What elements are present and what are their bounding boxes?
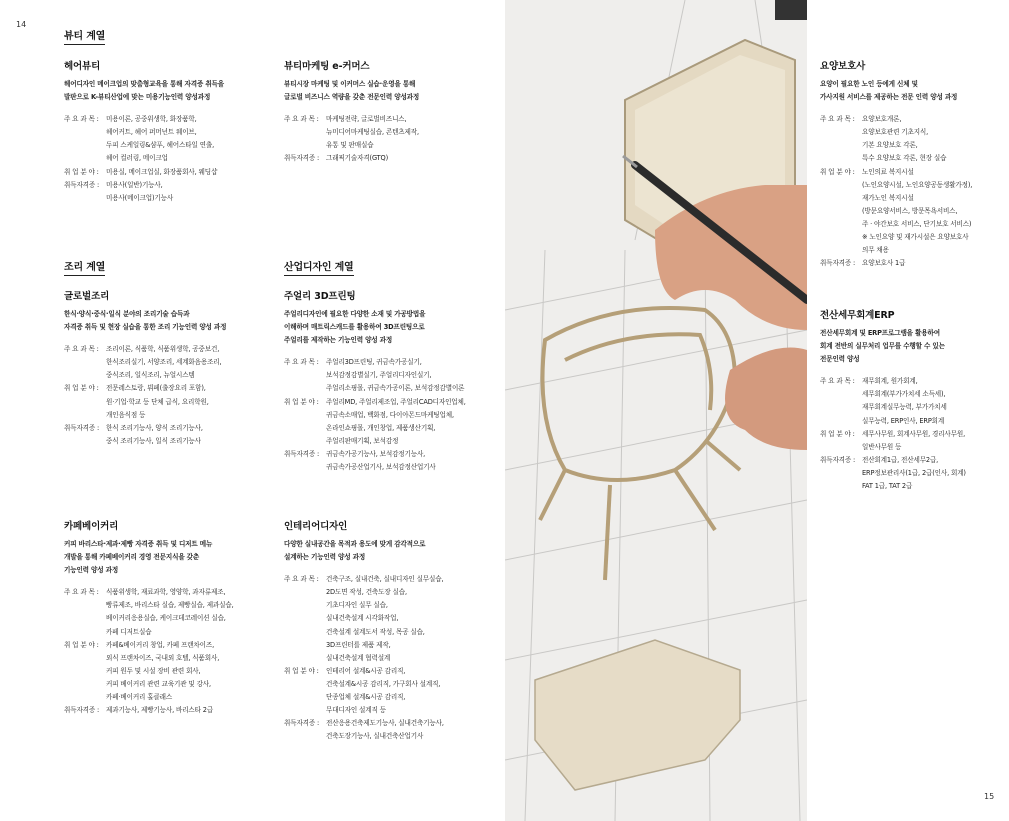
program-info-line: 재무회계, 원가회계, [862, 377, 918, 386]
program-info-line: 중식조리, 일식조리, 뉴얼시스템 [106, 371, 195, 380]
program-title: 전산세무회계ERP [820, 310, 895, 321]
program-description [284, 78, 499, 104]
program-description-line: 발판으로 K-뷰티산업에 맞는 미용기능인력 양성과정 [64, 93, 211, 102]
program-info-line: 카페&베이커리 창업, 카페 프랜차이즈, [106, 640, 215, 649]
program-info-row [64, 704, 279, 717]
program-info-row [284, 665, 499, 717]
program-care-worker [820, 60, 1005, 270]
program-info-row [820, 166, 1005, 258]
program-description-line: 주얼리디자인에 필요한 다양한 소재 및 가공방법을 [284, 310, 426, 318]
program-info-row [64, 586, 279, 638]
program-info-row [284, 356, 499, 395]
program-info-line: 실내건축설계 협력설계 [326, 653, 391, 662]
section-heading-beauty: 뷰티 계열 [64, 27, 105, 45]
program-info-values [326, 717, 499, 743]
program-info-line: 그래픽기술자격(GTQ) [326, 154, 389, 163]
program-info-label: 취 업 분 야 : [820, 429, 855, 438]
program-info-row [820, 454, 1005, 493]
program-info-values [326, 665, 499, 717]
program-interior-design [284, 520, 499, 743]
program-info-values [106, 704, 279, 717]
program-info-line: 재무회계실무능력, 부가가치세 [862, 403, 947, 412]
program-info-line: 기초디자인 실무 실습, [326, 601, 388, 610]
program-description-line: 설계하는 기능인력 양성 과정 [284, 553, 366, 562]
program-info-line: 귀금속가공기능사, 보석감정기능사, [326, 449, 426, 458]
program-info-values [862, 166, 1005, 258]
program-info-line: 건축구조, 실내건축, 실내디자인 실무실습, [326, 575, 444, 584]
program-info-line: 단종업체 설계&시공 감리직, [326, 693, 406, 702]
program-info-values [326, 113, 499, 152]
program-info-line: 세무사무원, 회계사무원, 경리사무원, [862, 429, 966, 438]
program-info-values [862, 454, 1005, 493]
program-info-label: 주 요 과 목 : [64, 115, 99, 124]
program-description-line: 기능인력 양성 과정 [64, 566, 119, 575]
program-description [820, 78, 1005, 104]
program-info-line: 주얼리3D프린팅, 귀금속가공실기, [326, 358, 422, 367]
program-title: 인테리어디자인 [284, 521, 348, 532]
program-info-values [862, 428, 1005, 454]
program-info-line: ※ 노인요양 및 재가시설은 요양보호사 [862, 233, 969, 242]
program-description [820, 327, 1005, 366]
program-info-line: ERP정보관리사(1급, 2급(인사, 회계) [862, 468, 966, 477]
program-info-values [106, 343, 279, 382]
program-info-row [64, 382, 279, 421]
program-info-line: 헤어 컬러링, 메이크업 [106, 154, 168, 163]
program-info-values [326, 448, 499, 474]
program-info-line: 건축설계 설계도서 작성, 목공 실습, [326, 627, 425, 636]
program-title: 글로벌조리 [64, 291, 110, 302]
program-info-values [106, 422, 279, 448]
program-info-line: 요양보호관련 기초지식, [862, 128, 929, 137]
program-info-line: 건축설계&시공 감리직, 가구회사 설계직, [326, 679, 441, 688]
program-info-label: 주 요 과 목 : [820, 377, 855, 386]
program-info-line: 전산회계1급, 전산세무2급, [862, 455, 939, 464]
program-info-line: 두피 스케일링&샴푸, 헤어스타일 연출, [106, 141, 215, 150]
program-info-values [326, 396, 499, 448]
program-info-line: 미용사(메이크업)기능사 [106, 193, 174, 202]
program-info-label: 주 요 과 목 : [820, 115, 855, 124]
program-info-label: 취득자격증 : [64, 180, 100, 189]
program-info-values [106, 166, 279, 179]
program-description [284, 308, 499, 347]
program-info-line: 세무회계(부가가치세 소득세), [862, 390, 946, 399]
program-info-values [106, 639, 279, 704]
program-info-line: 개인음식점 등 [106, 410, 146, 419]
program-info-row [820, 257, 1005, 270]
program-description [284, 538, 499, 564]
program-info-values [326, 573, 499, 665]
program-info-values [106, 113, 279, 165]
program-info-line: 베이커리응용실습, 케이크데코레이션 실습, [106, 614, 226, 623]
program-info-line: 미용실, 메이크업실, 화장품회사, 웨딩샵 [106, 167, 218, 176]
program-info-line: 조리이론, 식품학, 식품위생학, 공중보건, [106, 345, 220, 354]
program-info-row [284, 448, 499, 474]
program-info-label: 취득자격증 : [820, 259, 856, 268]
page-number-right: 15 [984, 792, 995, 801]
program-title: 뷰티마케팅 e-커머스 [284, 61, 370, 72]
program-title: 헤어뷰티 [64, 61, 101, 72]
program-info-label: 주 요 과 목 : [64, 588, 99, 597]
program-info-label: 취득자격증 : [64, 706, 100, 715]
program-info-label: 취 업 분 야 : [64, 640, 99, 649]
program-info-line: FAT 1급, TAT 2급 [862, 482, 913, 491]
program-info-row [284, 396, 499, 448]
program-info-line: 전문레스토랑, 뷔페(출장요리 포함), [106, 384, 206, 393]
program-info-line: 특수 요양보호 각론, 현장 실습 [862, 154, 947, 163]
program-info-line: 주얼리MD, 주얼리제조업, 주얼리CAD디자인업체, [326, 397, 466, 406]
program-info-values [326, 356, 499, 395]
program-info-line: 외식 프랜차이즈, 국내외 호텔, 식품회사, [106, 653, 220, 662]
program-info-line: 2D도면 작성, 건축도장 실습, [326, 588, 407, 597]
program-info-label: 주 요 과 목 : [284, 358, 319, 367]
program-description-line: 전문인력 양성 [820, 355, 860, 364]
program-title: 요양보호사 [820, 61, 866, 72]
program-info-line: 빵류제조, 바리스타 실습, 제빵실습, 제과실습, [106, 601, 234, 610]
program-jewelry-3d-printing [284, 290, 499, 474]
program-info-row [820, 375, 1005, 427]
program-info-line: 노인의료 복지시설 [862, 167, 914, 176]
program-info-row [64, 422, 279, 448]
program-info-row [64, 166, 279, 179]
program-description-line: 이해하며 매트릭스캐드를 활용하여 3D프린팅으로 [284, 323, 425, 332]
program-description-line: 다양한 실내공간을 목적과 용도에 맞게 감각적으로 [284, 540, 426, 548]
program-info-values [106, 586, 279, 638]
program-info-values [106, 179, 279, 205]
program-info-line: 재가노인 복지시설 [862, 193, 914, 202]
program-info-values [106, 382, 279, 421]
program-info-line: 귀금속가공산업기사, 보석감정산업기사 [326, 463, 436, 472]
program-info-line: 한식 조리기능사, 양식 조리기능사, [106, 423, 203, 432]
program-global-cooking [64, 290, 279, 448]
program-info-label: 취득자격증 : [64, 423, 100, 432]
program-info-label: 취 업 분 야 : [284, 666, 319, 675]
section-heading-industrial-design: 산업디자인 계열 [284, 258, 354, 276]
program-description-line: 가사지원 서비스를 제공하는 전문 인력 양성 과정 [820, 93, 958, 102]
program-description-line: 뷰티시장 마케팅 및 이커머스 실습·운영을 통해 [284, 80, 416, 88]
program-info-line: (방문요양서비스, 방문목욕서비스, [862, 206, 958, 215]
program-info-line: 식품위생학, 재료과학, 영양학, 과자류제조, [106, 588, 226, 597]
program-info-label: 취 업 분 야 : [820, 167, 855, 176]
program-info-line: 뉴미디어마케팅실습, 콘텐츠제작, [326, 128, 419, 137]
program-info-values [862, 257, 1005, 270]
program-info-line: 중식 조리기능사, 일식 조리기능사 [106, 436, 201, 445]
program-description-line: 전산세무회계 및 ERP프로그램을 활용하여 [820, 329, 940, 337]
program-title: 카페베이커리 [64, 521, 119, 532]
program-info-row [64, 639, 279, 704]
program-info-label: 취득자격증 : [284, 154, 320, 163]
program-description-line: 글로벌 비즈니스 역량을 갖춘 전문인력 양성과정 [284, 93, 420, 102]
program-description-line: 커피 바리스타·제과·제빵 자격증 취득 및 디저트 메뉴 [64, 540, 213, 548]
program-info-line: 기본 요양보호 각론, [862, 141, 918, 150]
program-description-line: 주얼리를 제작하는 기능인력 양성 과정 [284, 336, 393, 345]
program-info-line: 온라인쇼핑몰, 개인창업, 제품생산기획, [326, 423, 436, 432]
program-info-line: 커피 원두 및 시설 장비 관련 회사, [106, 666, 201, 675]
program-info-values [326, 152, 499, 165]
program-info-line: 주얼리판매기획, 보석감정 [326, 436, 399, 445]
program-info-line: 주 · 야간보호 서비스, 단기보호 서비스) [862, 219, 972, 228]
program-info-line: (노인요양시설, 노인요양공동생활가정), [862, 180, 973, 189]
program-info-label: 취 업 분 야 : [64, 167, 99, 176]
program-info-label: 주 요 과 목 : [284, 575, 319, 584]
program-title: 주얼리 3D프린팅 [284, 291, 356, 302]
program-info-line: 마케팅전략, 글로벌비즈니스, [326, 115, 407, 124]
program-info-line: 유통 및 판매실습 [326, 141, 374, 150]
program-info-line: 의무 채용 [862, 246, 889, 255]
program-info-line: 요양보호사 1급 [862, 259, 906, 268]
program-info-row [284, 717, 499, 743]
program-info-line: 인테리어 설계&시공 감리직, [326, 666, 406, 675]
program-info-line: 일반사무원 등 [862, 442, 902, 451]
program-info-line: 주얼리소핑몰, 귀금속가공이론, 보석감정감별이론 [326, 384, 465, 393]
program-info-row [284, 573, 499, 665]
program-description-line: 회계 전반의 실무처리 업무를 수행할 수 있는 [820, 342, 945, 351]
program-cafe-bakery [64, 520, 279, 717]
program-info-line: 카페 디저트실습 [106, 627, 152, 636]
program-info-line: 원·기업·학교 등 단체 급식, 요리학원, [106, 397, 209, 406]
program-info-label: 취 업 분 야 : [64, 384, 99, 393]
section-heading-cooking: 조리 계열 [64, 258, 105, 276]
program-info-line: 헤어커트, 헤어 퍼머넌트 웨이브, [106, 128, 197, 137]
program-info-row [64, 343, 279, 382]
program-info-line: 커피 베이커리 관련 교육기관 및 강사, [106, 679, 211, 688]
program-description-line: 개발을 통해 카페베이커리 경영 전문지식을 갖춘 [64, 553, 200, 562]
page-number-left: 14 [16, 20, 27, 29]
program-info-line: 제과기능사, 제빵기능사, 바리스타 2급 [106, 706, 214, 715]
program-info-label: 취득자격증 : [284, 449, 320, 458]
program-info-values [862, 375, 1005, 427]
program-info-row [64, 179, 279, 205]
program-info-line: 한식조리실기, 서양조리, 세계화음용조리, [106, 358, 222, 367]
program-info-line: 카페·베이커리 홀클래스 [106, 693, 173, 702]
program-description-line: 헤어디자인 메이크업의 맞춤형교육을 통해 자격증 취득을 [64, 80, 224, 88]
program-description-line: 자격증 취득 및 현장 실습을 통한 조리 기능인력 양성 과정 [64, 323, 227, 332]
program-info-line: 건축도장기능사, 실내건축산업기사 [326, 732, 424, 741]
program-info-line: 요양보호개론, [862, 115, 902, 124]
program-info-label: 취득자격증 : [820, 455, 856, 464]
program-info-label: 취득자격증 : [284, 719, 320, 728]
program-info-row [284, 113, 499, 152]
program-info-line: 미용사(일반)기능사, [106, 180, 163, 189]
program-info-line: 보석감정감별실기, 주얼리디자인실기, [326, 371, 432, 380]
program-info-line: 귀금속소매업, 백화점, 다이아몬드마케팅업체, [326, 410, 454, 419]
program-info-row [284, 152, 499, 165]
program-description-line: 한식·양식·중식·일식 분야의 조리기술 습득과 [64, 310, 190, 318]
program-info-line: 무대디자인 설계직 등 [326, 706, 386, 715]
program-hair-beauty [64, 60, 279, 205]
program-description [64, 538, 279, 577]
program-description [64, 308, 279, 334]
program-info-label: 주 요 과 목 : [64, 345, 99, 354]
program-info-line: 실내건축설계 시각화작업, [326, 614, 399, 623]
program-info-line: 미용이론, 공중위생학, 화장품학, [106, 115, 197, 124]
program-description [64, 78, 279, 104]
program-info-line: 3D프린터를 제품 제작, [326, 640, 391, 649]
chair-model-photo [505, 0, 807, 821]
program-info-row [820, 113, 1005, 165]
program-info-values [862, 113, 1005, 165]
program-computerized-accounting-erp [820, 309, 1005, 493]
program-info-line: 전산응용건축제도기능사, 실내건축기능사, [326, 719, 444, 728]
program-info-label: 취 업 분 야 : [284, 397, 319, 406]
program-info-line: 실무능력, ERP인사, ERP회계 [862, 416, 945, 425]
program-info-row [64, 113, 279, 165]
program-beauty-marketing [284, 60, 499, 166]
program-info-label: 주 요 과 목 : [284, 115, 319, 124]
program-description-line: 요양이 필요한 노인 등에게 신체 및 [820, 80, 918, 88]
program-info-row [820, 428, 1005, 454]
